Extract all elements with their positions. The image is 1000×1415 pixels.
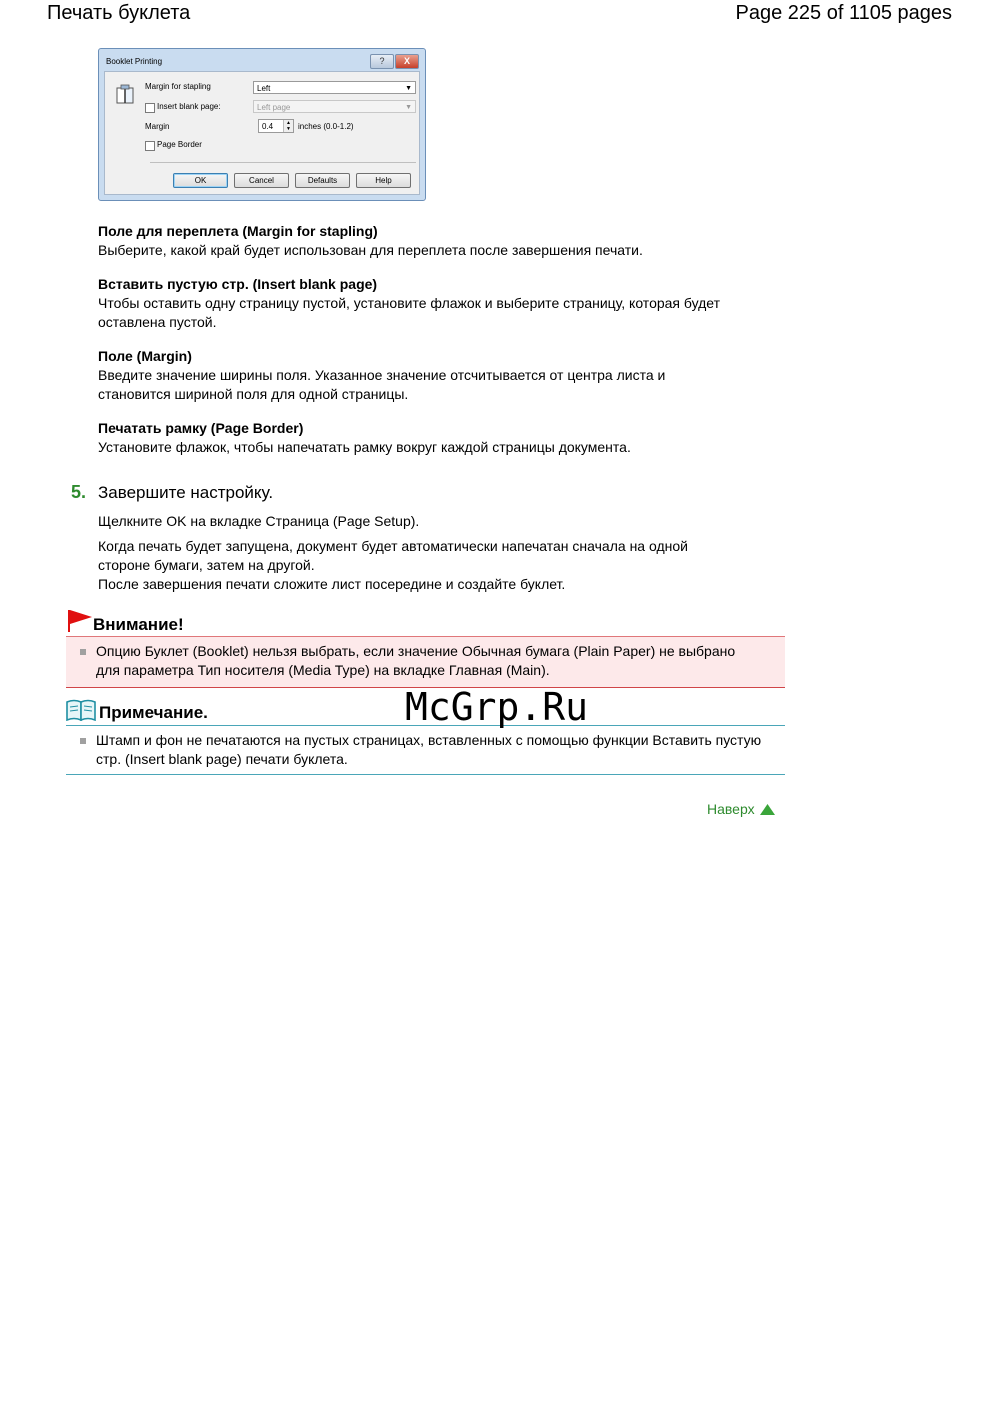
- item-page-border: [98, 419, 798, 457]
- item-text: Выберите, какой край будет использован для переплета после завершения печати.: [98, 242, 643, 258]
- item-margin: [98, 347, 718, 404]
- margin-value: 0.4: [262, 122, 274, 131]
- step-para-2-line-2: После завершения печати сложите лист посередине и создайте буклет.: [98, 576, 566, 592]
- page-border-label: Page Border: [157, 140, 202, 149]
- step-title: Завершите настройку.: [98, 483, 274, 502]
- booklet-icon: [115, 84, 135, 106]
- red-flag-icon: [67, 610, 93, 634]
- step-number: 5.: [71, 482, 87, 502]
- note-title: Примечание.: [99, 703, 208, 722]
- cancel-button[interactable]: Cancel: [234, 173, 289, 188]
- attention-box: [66, 610, 785, 688]
- dialog-close-button[interactable]: X: [395, 54, 419, 69]
- dialog-body: [104, 71, 420, 195]
- step-para-2: [98, 537, 728, 594]
- chevron-down-icon: ▼: [405, 85, 412, 92]
- insert-blank-page-label: Insert blank page:: [157, 102, 221, 111]
- back-to-top-label: Наверх: [707, 801, 755, 817]
- ok-button[interactable]: OK: [173, 173, 228, 188]
- bullet-icon: [80, 738, 86, 744]
- help-button[interactable]: Help: [356, 173, 411, 188]
- item-heading: Поле для переплета (Margin for stapling): [98, 223, 378, 239]
- booklet-printing-dialog: [98, 48, 426, 201]
- margin-label: Margin: [145, 122, 170, 131]
- attention-content: [66, 636, 785, 688]
- margin-for-stapling-select[interactable]: [253, 81, 416, 94]
- chevron-down-icon: ▼: [405, 104, 412, 111]
- margin-for-stapling-label: Margin for stapling: [145, 82, 211, 91]
- insert-blank-page-checkbox[interactable]: [145, 103, 155, 113]
- spin-arrows-icon[interactable]: ▲ ▼: [283, 120, 293, 132]
- page-border-checkbox[interactable]: [145, 141, 155, 151]
- note-divider-bottom: [66, 774, 785, 775]
- dialog-help-title-button[interactable]: ?: [370, 54, 394, 69]
- dialog-separator: [150, 162, 416, 163]
- item-text: Установите флажок, чтобы напечатать рамку вокруг каждой страницы документа.: [98, 439, 631, 455]
- item-heading: Вставить пустую стр. (Insert blank page): [98, 276, 378, 292]
- margin-for-stapling-value: Left: [257, 84, 271, 93]
- dialog-title: Booklet Printing: [106, 57, 163, 66]
- note-text: Штамп и фон не печатаются на пустых страницах, вставленных с помощью функции Вставить пустую стр. (Insert blank page) печати буклета.: [96, 732, 762, 767]
- bullet-icon: [80, 649, 86, 655]
- defaults-button[interactable]: Defaults: [295, 173, 350, 188]
- attention-text: Опцию Буклет (Booklet) нельзя выбрать, если значение Обычная бумага (Plain Paper) не выбрано для параметра Тип носителя (Media Type) на вкладке Главная (Main).: [96, 643, 736, 678]
- open-book-icon: [66, 699, 96, 721]
- page-title: Печать буклета: [47, 2, 191, 24]
- step-para-1: Щелкните OK на вкладке Страница (Page Setup).: [98, 513, 420, 529]
- item-text: Введите значение ширины поля. Указанное значение отсчитывается от центра листа и становится шириной поля для одной страницы.: [98, 367, 666, 402]
- step-para-2-line-1: Когда печать будет запущена, документ будет автоматически напечатан сначала на одной стороне бумаги, затем на другой.: [98, 538, 688, 573]
- up-arrow-icon: [759, 803, 776, 816]
- dialog-title-buttons: [370, 54, 419, 69]
- item-insert-blank-page: [98, 275, 758, 332]
- attention-title: Внимание!: [93, 615, 184, 634]
- insert-blank-page-select[interactable]: [253, 100, 416, 113]
- margin-units-label: inches (0.0-1.2): [298, 122, 354, 131]
- page-counter: Page 225 of 1105 pages: [735, 2, 952, 24]
- item-heading: Печатать рамку (Page Border): [98, 420, 304, 436]
- back-to-top-link[interactable]: [707, 801, 776, 817]
- item-text: Чтобы оставить одну страницу пустой, установите флажок и выберите страницу, которая будет оставлена пустой.: [98, 295, 721, 330]
- margin-spinbox[interactable]: [258, 119, 294, 133]
- item-margin-for-stapling: [98, 222, 798, 260]
- item-heading: Поле (Margin): [98, 348, 192, 364]
- insert-blank-page-value: Left page: [257, 103, 291, 112]
- watermark: McGrp.Ru: [405, 685, 589, 729]
